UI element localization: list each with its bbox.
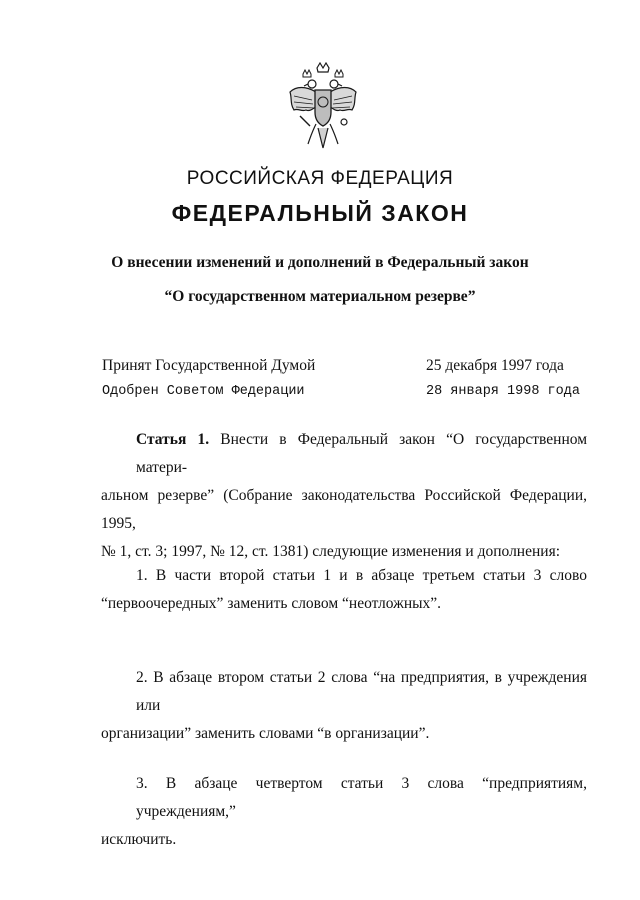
amendment-2-line-1: 2. В абзаце втором статьи 2 слова “на предприятия, в учреждения или — [136, 669, 587, 714]
amendment-1-line-1: 1. В части второй статьи 1 и в абзаце третьем статьи 3 слово — [136, 567, 587, 584]
approval-council-label: Одобрен Советом Федерации — [102, 384, 305, 399]
amendment-item-1 — [101, 562, 587, 618]
amendment-2-line-2: организации” заменить словами “в организации”. — [101, 725, 430, 742]
article-1-line-3: № 1, ст. 3; 1997, № 12, ст. 1381) следующие изменения и дополнения: — [101, 543, 560, 560]
country-name: РОССИЙСКАЯ ФЕДЕРАЦИЯ — [186, 168, 454, 189]
coat-of-arms-icon — [286, 62, 360, 154]
article-1-paragraph — [101, 426, 587, 566]
approval-council-date: 28 января 1998 года — [426, 384, 580, 399]
article-1-heading: Статья 1. — [136, 431, 210, 448]
law-title-line-2: “О государственном материальном резерве” — [164, 288, 476, 305]
adoption-duma-date: 25 декабря 1997 года — [426, 357, 564, 374]
amendment-item-3 — [101, 770, 587, 854]
article-1-line-2: альном резерве” (Собрание законодательства Российской Федерации, 1995, — [101, 487, 587, 532]
amendment-3-line-2: исключить. — [101, 831, 177, 848]
article-1-text-1: Внести в Федеральный закон “О государственном матери- — [136, 431, 588, 476]
amendment-item-2 — [101, 664, 587, 748]
adoption-duma-label: Принят Государственной Думой — [102, 357, 316, 374]
amendment-3-line-1: 3. В абзаце четвертом статьи 3 слова “предприятиям, учреждениям,” — [136, 775, 587, 820]
document-type: ФЕДЕРАЛЬНЫЙ ЗАКОН — [171, 200, 469, 226]
amendment-1-line-2: “первоочередных” заменить словом “неотложных”. — [101, 595, 442, 612]
law-title-line-1: О внесении изменений и дополнений в Федеральный закон — [111, 254, 529, 271]
article-1-line-1 — [101, 426, 587, 482]
